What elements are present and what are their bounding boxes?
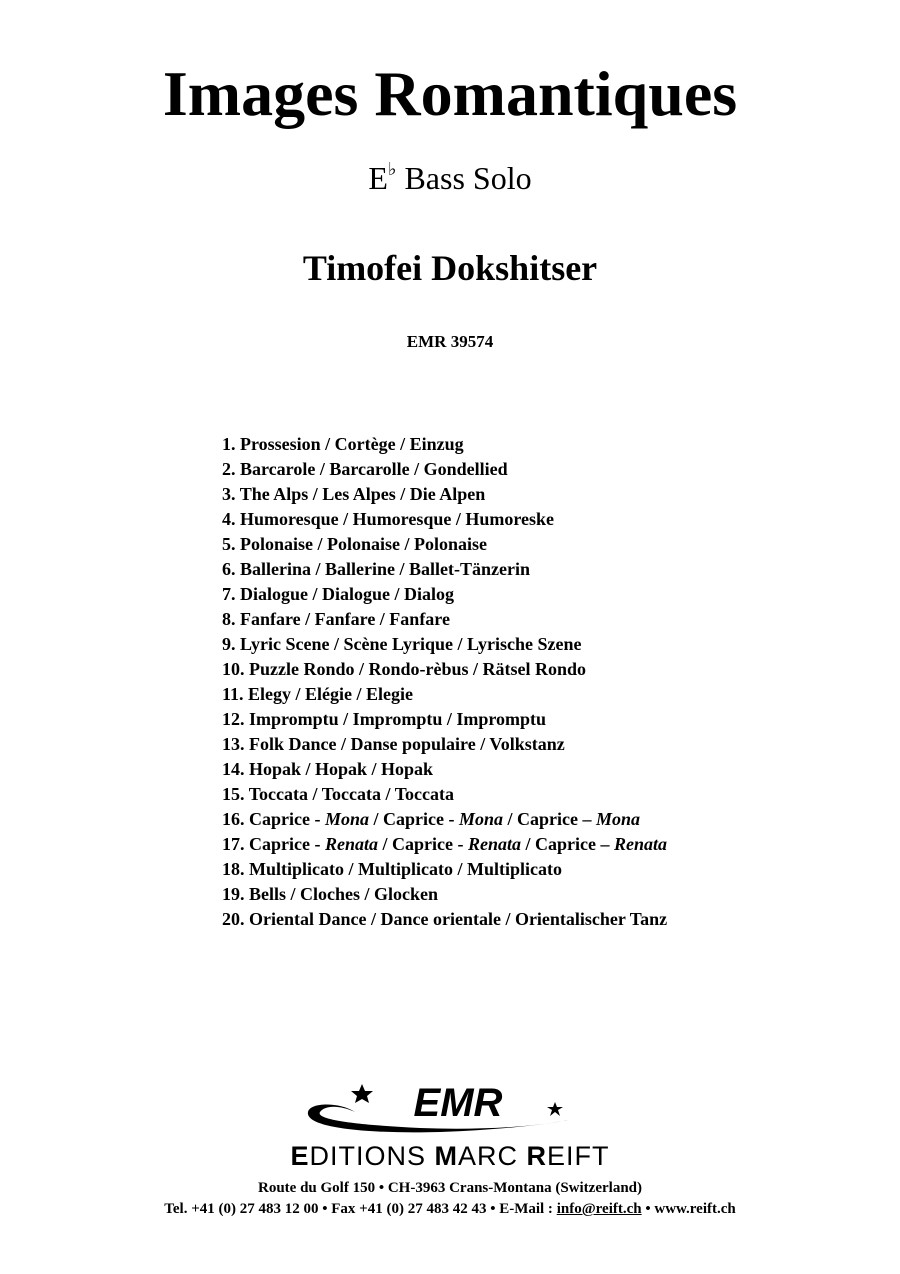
contents-item: 4. Humoresque / Humoresque / Humoreske [222,509,555,529]
contents-item: 16. Caprice - Mona / Caprice - Mona / Caprice – Mona [222,809,640,829]
composer-name: Timofei Dokshitser [302,248,598,288]
contents-item: 9. Lyric Scene / Scène Lyrique / Lyrische Szene [222,634,582,654]
catalog-number: EMR 39574 [406,332,494,351]
contents-item: 17. Caprice - Renata / Caprice - Renata / Caprice – Renata [222,834,667,854]
page-title: Images Romantiques [162,58,738,129]
contents-item: 18. Multiplicato / Multiplicato / Multiplicato [222,859,562,879]
email-link[interactable]: info@reift.ch [556,1201,642,1217]
star-icon [351,1084,373,1103]
contents-item: 19. Bells / Cloches / Glocken [222,884,438,904]
contents-item: 11. Elegy / Elégie / Elegie [222,684,413,704]
publisher-contact: Tel. +41 (0) 27 483 12 00 • Fax +41 (0) 27 483 42 43 • E-Mail : info@reift.ch • www.reift.ch [164,1201,736,1217]
contents-item: 2. Barcarole / Barcarolle / Gondellied [222,459,508,479]
flat-sign: ♭ [387,159,397,179]
contents-item: 10. Puzzle Rondo / Rondo-rèbus / Rätsel Rondo [222,659,587,679]
emr-logo [300,1072,600,1142]
contents-item: 6. Ballerina / Ballerine / Ballet-Tänzerin [222,559,530,579]
instrument-name: Bass Solo [404,160,532,196]
contents-item: 15. Toccata / Toccata / Toccata [222,784,455,804]
logo-text: EMR [413,1081,503,1125]
key-letter: E [368,160,388,196]
contents-item: 12. Impromptu / Impromptu / Impromptu [222,709,547,729]
star-icon [547,1102,563,1116]
publisher-address: Route du Golf 150 • CH-3963 Crans-Montana (Switzerland) [258,1180,642,1196]
contents-item: 20. Oriental Dance / Dance orientale / Orientalischer Tanz [222,909,668,929]
contents-item: 1. Prossesion / Cortège / Einzug [222,434,464,454]
instrument-subtitle [0,160,900,194]
contents-item: 8. Fanfare / Fanfare / Fanfare [222,609,450,629]
contents-item: 7. Dialogue / Dialogue / Dialog [222,584,455,604]
contents-item: 5. Polonaise / Polonaise / Polonaise [222,534,488,554]
contents-item: 3. The Alps / Les Alpes / Die Alpen [222,484,486,504]
contents-list [222,432,822,932]
contents-item: 13. Folk Dance / Danse populaire / Volkstanz [222,734,565,754]
publisher-name: EDITIONS MARC REIFT [290,1141,610,1171]
contents-item: 14. Hopak / Hopak / Hopak [222,759,434,779]
